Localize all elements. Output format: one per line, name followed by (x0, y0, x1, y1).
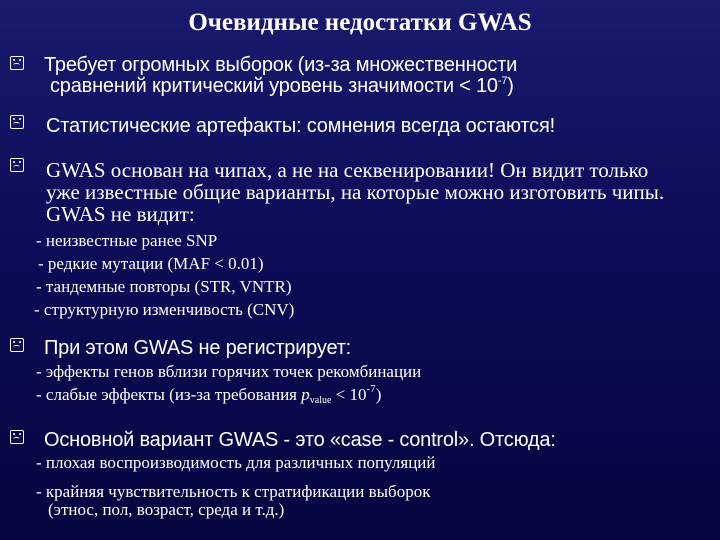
point-4-line-1: При этом GWAS не регистрирует: (44, 337, 352, 359)
point-4-sub-1: - эффекты генов вблизи горячих точек рекомбинации (36, 362, 422, 381)
point-5-sub-1: - плохая воспроизводимость для различных популяций (36, 453, 436, 472)
point-3-line-1: GWAS основан на чипах, а не на секвенировании! Он видит только (46, 158, 649, 182)
slide-title: Очевидные недостатки GWAS (188, 9, 532, 36)
frown-icon (10, 158, 24, 172)
point-3-line-2: уже известные общие варианты, на которые можно изготовить чипы. (46, 180, 665, 204)
point-3-line-3: GWAS не видит: (46, 202, 195, 226)
point-3-sub-2: - редкие мутации (MAF < 0.01) (38, 254, 264, 273)
point-5-sub-2b: (этнос, пол, возраст, среда и т.д.) (48, 500, 285, 519)
point-1-line-1: Требует огромных выборок (из-за множественности (44, 54, 518, 76)
point-3-sub-1: - неизвестные ранее SNP (36, 231, 218, 250)
frown-icon (10, 430, 24, 444)
frown-icon (10, 338, 24, 352)
point-5-line-1: Основной вариант GWAS - это «case - control». Отсюда: (44, 429, 556, 451)
point-5-sub-2a: - крайняя чувствительность к стратификации выборок (36, 482, 431, 501)
point-3-sub-4: - структурную изменчивость (CNV) (34, 300, 295, 319)
point-1-line-2: сравнений критический уровень значимости < $10^{-7}$) (50, 75, 514, 97)
point-4-sub-2: - слабые эффекты (из-за требования $p_{value} < 10^{-7}$) (36, 383, 382, 406)
frown-icon (10, 115, 24, 129)
point-3-sub-3: - тандемные повторы (STR, VNTR) (36, 277, 292, 296)
frown-icon (10, 56, 24, 70)
point-2-line-1: Статистические артефакты: сомнения всегда остаются! (46, 115, 555, 137)
